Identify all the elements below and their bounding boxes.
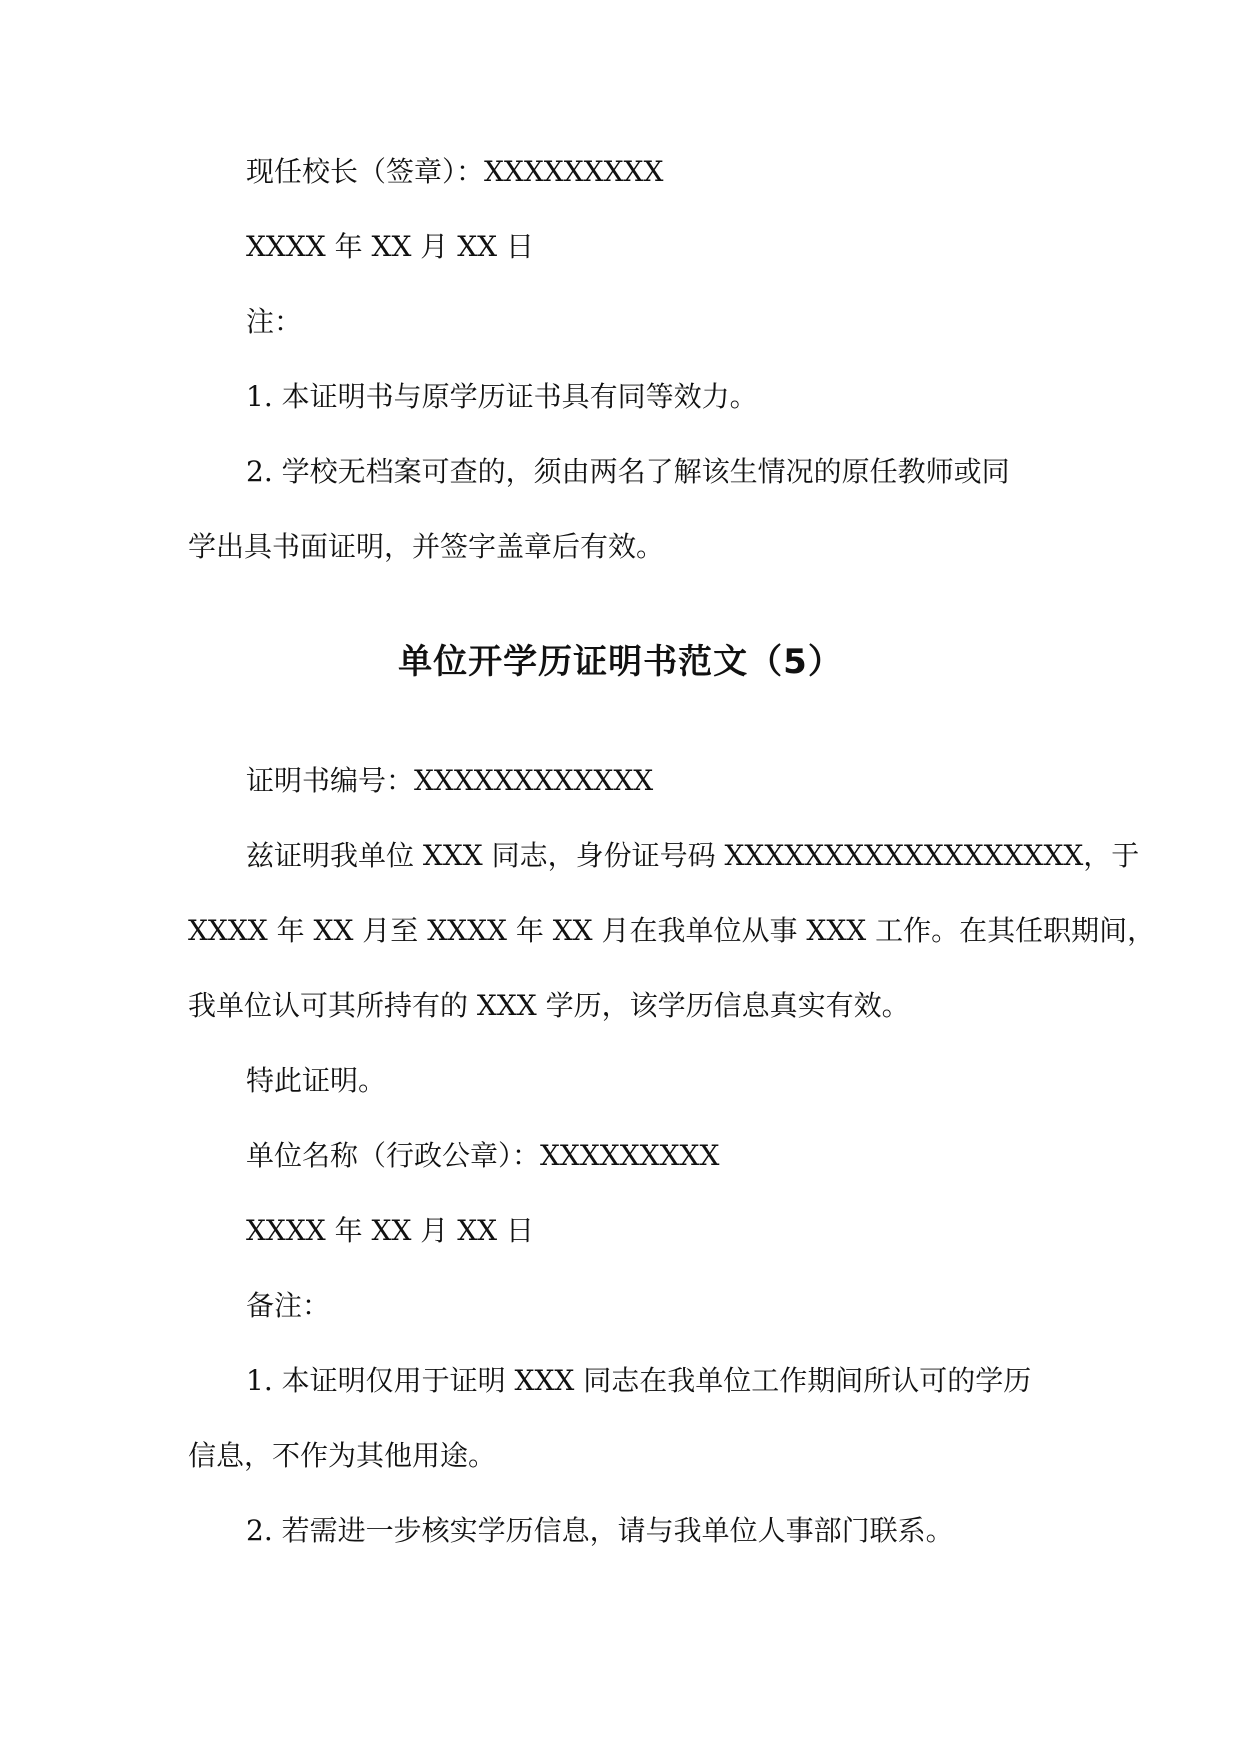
remarks-label: 备注： (246, 1289, 331, 1322)
date-line: XXXX 年 XX 月 XX 日 (246, 230, 534, 263)
cert-number-line: 证明书编号：XXXXXXXXXXXX (246, 764, 654, 797)
closing-line: 特此证明。 (246, 1064, 387, 1097)
section-title: 单位开学历证明书范文（5） (398, 642, 843, 682)
unit-signature-line: 单位名称（行政公章）：XXXXXXXXX (246, 1139, 720, 1172)
note-item-2-line1: 2. 学校无档案可查的，须由两名了解该生情况的原任教师或同 (246, 455, 1010, 488)
remark-item-1-line1: 1. 本证明仅用于证明 XXX 同志在我单位工作期间所认可的学历 (246, 1364, 1032, 1397)
principal-signature-line: 现任校长（签章）：XXXXXXXXX (246, 155, 664, 188)
body-paragraph-line2: XXXX 年 XX 月至 XXXX 年 XX 月在我单位从事 XXX 工作。在其任职期间， (188, 914, 1156, 947)
remark-item-1-line2: 信息，不作为其他用途。 (188, 1439, 497, 1472)
body-paragraph-line3: 我单位认可其所持有的 XXX 学历，该学历信息真实有效。 (188, 989, 910, 1022)
note-item-1: 1. 本证明书与原学历证书具有同等效力。 (246, 380, 758, 413)
body-paragraph-line1: 兹证明我单位 XXX 同志，身份证号码 XXXXXXXXXXXXXXXXXX，于 (246, 839, 1140, 872)
remark-item-2: 2. 若需进一步核实学历信息，请与我单位人事部门联系。 (246, 1514, 954, 1547)
note-item-2-line2: 学出具书面证明，并签字盖章后有效。 (188, 530, 665, 563)
date-line-2: XXXX 年 XX 月 XX 日 (246, 1214, 534, 1247)
note-label: 注： (246, 305, 303, 338)
